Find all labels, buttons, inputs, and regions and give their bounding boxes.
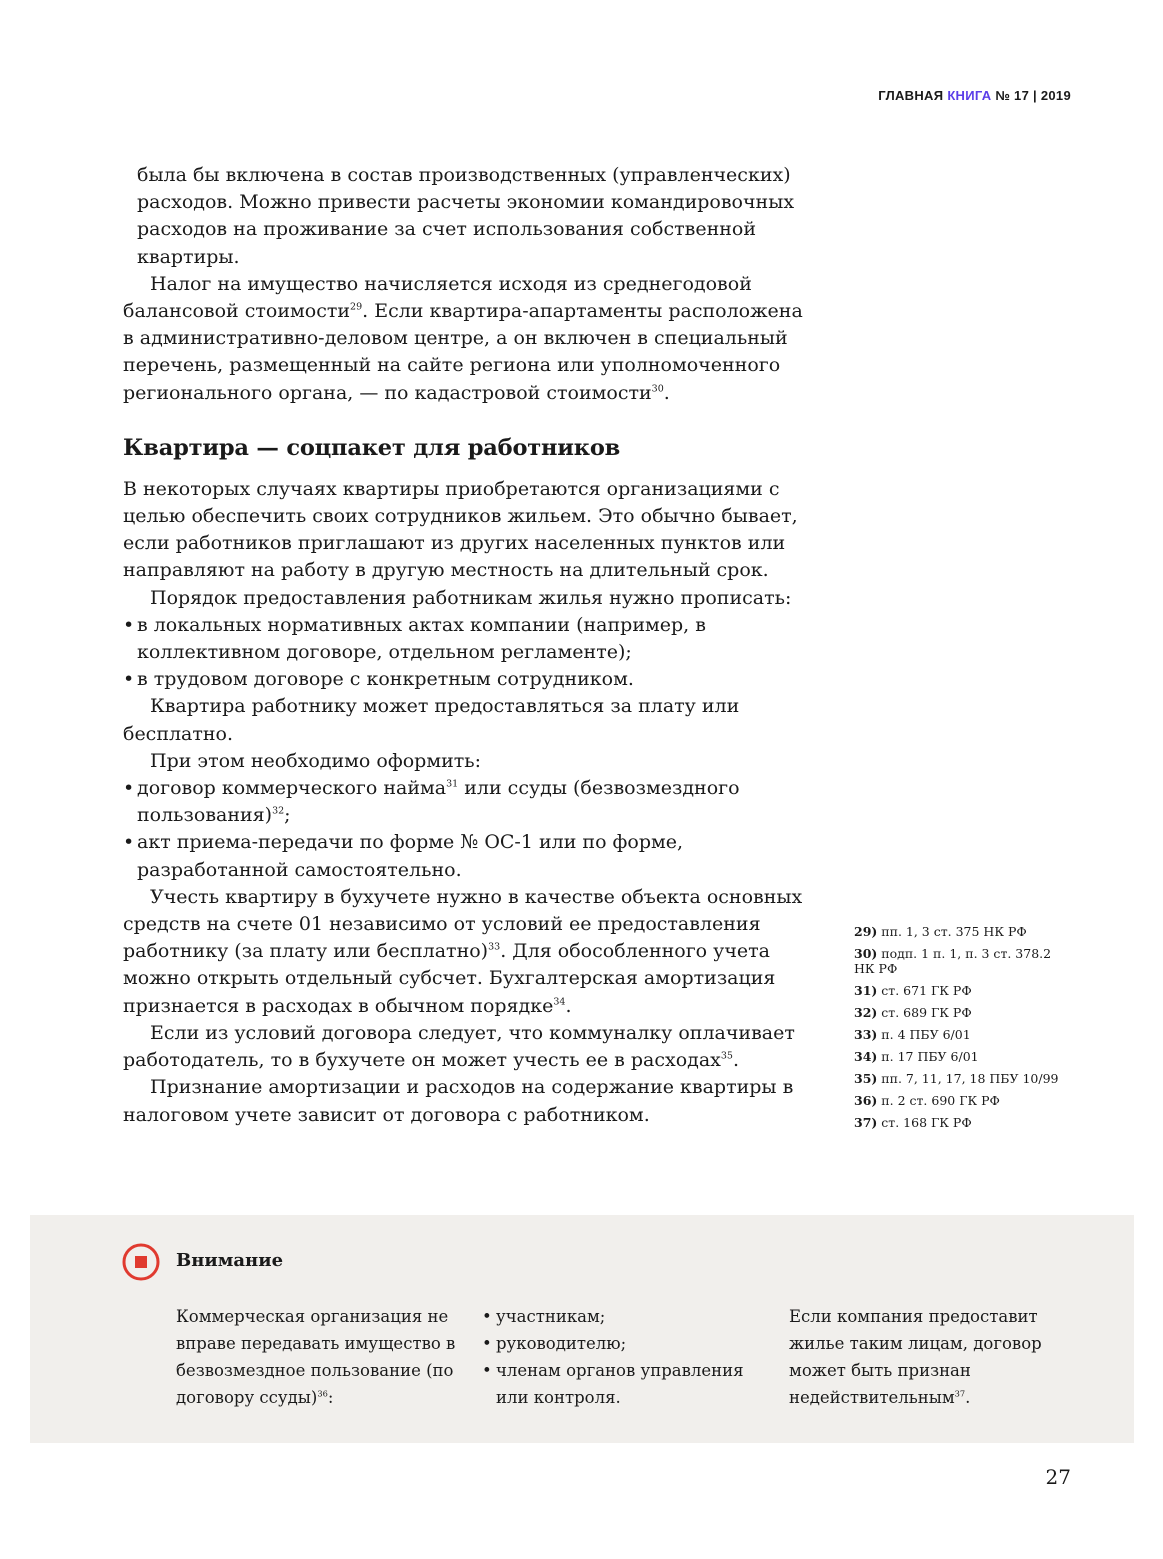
footnote-item: 29) пп. 1, 3 ст. 375 НК РФ — [854, 924, 1027, 939]
list-item: • в локальных нормативных актах компании (например, в коллективном договоре, отдельном регламенте); — [123, 612, 813, 666]
footnote-ref-35[interactable]: 35 — [720, 1050, 733, 1062]
footnote-item: 34) п. 17 ПБУ 6/01 — [854, 1049, 979, 1064]
list-item: • членам органов управления или контроля. — [482, 1357, 772, 1411]
footnote-item: 32) ст. 689 ГК РФ — [854, 1005, 972, 1020]
footnote-item: 31) ст. 671 ГК РФ — [854, 983, 972, 998]
section-paragraph-7: Признание амортизации и расходов на содержание квартиры в налоговом учете зависит от договора с работником. — [123, 1076, 794, 1126]
section-paragraph-2: Порядок предоставления работникам жилья нужно прописать: — [150, 586, 792, 609]
footnotes-sidebar — [854, 924, 1069, 1137]
requirements-list — [123, 612, 813, 694]
footnote-ref-32[interactable]: 32 — [272, 805, 285, 817]
intro-paragraph-2: Налог на имущество начисляется исходя из среднегодовой балансовой стоимости$^{29}$. Если квартира-апартаменты расположена в административно-деловом центре, а он включен в специальный перечень, размещенный на сайте региона или уполномоченного регионального органа, — по кадастровой стоимости$^{30}$. — [123, 272, 803, 404]
footnote-ref-29[interactable]: 29 — [350, 301, 363, 313]
zigzag-edge — [30, 1211, 1134, 1219]
list-item: • акт приема-передачи по форме № ОС-1 или по форме, разработанной самостоятельно. — [123, 829, 813, 883]
main-column — [123, 162, 813, 1129]
section-paragraph-5: Учесть квартиру в бухучете нужно в качестве объекта основных средств на счете 01 независимо от условий ее предоставления работнику (за плату или бесплатно)$^{33}$. Для обособленного учета можно открыть отдельный субсчет. Бухгалтерская амортизация признается в расходах в обычном порядке$^{34}$. — [123, 885, 803, 1017]
footnote-item: 33) п. 4 ПБУ 6/01 — [854, 1027, 971, 1042]
attention-column-1: Коммерческая организация не вправе передавать имущество в безвозмездное пользование (по договору ссуды)$^{36}$: — [176, 1307, 456, 1407]
intro-paragraph-1: была бы включена в состав производственных (управленческих) расходов. Можно привести расчеты экономии командировочных расходов на проживание за счет использования собственной квартиры. — [137, 164, 795, 268]
footnote-item: 35) пп. 7, 11, 17, 18 ПБУ 10/99 — [854, 1071, 1059, 1086]
issue-number: № 17 | 2019 — [995, 88, 1071, 103]
warning-icon — [122, 1243, 160, 1281]
list-item: • договор коммерческого найма$^{31}$ или ссуды (безвозмездного пользования)$^{32}$; — [123, 775, 813, 829]
attention-column-3: Если компания предоставит жилье таким лицам, договор может быть признан недействительным$^{37}$. — [789, 1307, 1042, 1407]
section-paragraph-6: Если из условий договора следует, что коммуналку оплачивает работодатель, то в бухучете он может учесть ее в расходах$^{35}$. — [123, 1021, 795, 1072]
list-item: • руководителю; — [482, 1330, 772, 1357]
brand-accent: КНИГА — [947, 88, 992, 103]
page-number: 27 — [1045, 1465, 1071, 1489]
footnote-ref-33[interactable]: 33 — [488, 941, 501, 953]
footnote-item: 30) подп. 1 п. 1, п. 3 ст. 378.2 НК РФ — [854, 946, 1052, 976]
footnote-item: 36) п. 2 ст. 690 ГК РФ — [854, 1093, 1000, 1108]
brand-main: ГЛАВНАЯ — [878, 88, 944, 103]
running-header — [878, 88, 1071, 103]
footnote-ref-30[interactable]: 30 — [651, 383, 664, 395]
section-paragraph-1: В некоторых случаях квартиры приобретаются организациями с целью обеспечить своих сотрудников жильем. Это обычно бывает, если работников приглашают из других населенных пунктов или направляют на работу в другую местность на длительный срок. — [123, 477, 798, 582]
attention-box — [30, 1215, 1134, 1443]
attention-column-2 — [482, 1303, 772, 1411]
footnote-ref-37[interactable]: 37 — [954, 1388, 966, 1399]
restricted-persons-list — [482, 1303, 772, 1411]
attention-title: Внимание — [176, 1250, 284, 1271]
section-heading: Квартира — соцпакет для работников — [123, 434, 621, 461]
section-paragraph-4: При этом необходимо оформить: — [150, 749, 482, 772]
footnote-ref-31[interactable]: 31 — [446, 778, 459, 790]
footnote-item: 37) ст. 168 ГК РФ — [854, 1115, 972, 1130]
footnote-ref-36[interactable]: 36 — [317, 1388, 328, 1399]
list-item: • в трудовом договоре с конкретным сотрудником. — [123, 666, 813, 693]
list-item: • участникам; — [482, 1303, 772, 1330]
section-paragraph-3: Квартира работнику может предоставляться за плату или бесплатно. — [123, 695, 740, 745]
documents-list — [123, 775, 813, 884]
footnote-ref-34[interactable]: 34 — [553, 996, 566, 1008]
